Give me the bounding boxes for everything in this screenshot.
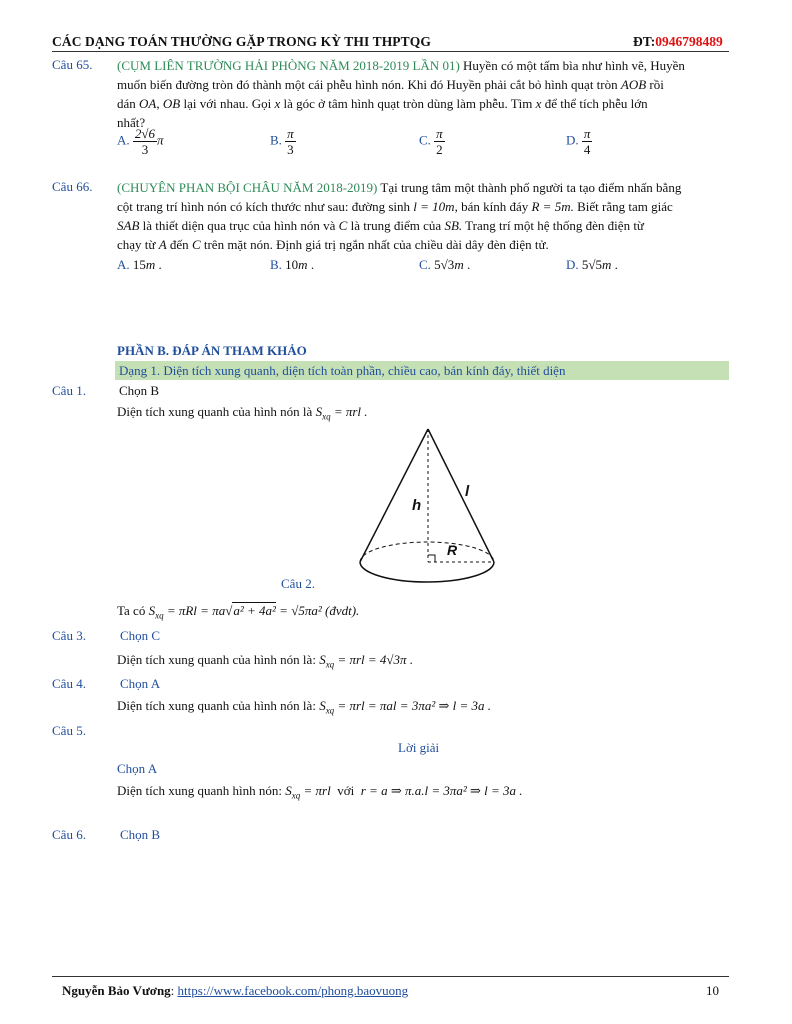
q65-ob: OB	[162, 96, 181, 111]
footer-rule	[52, 976, 729, 977]
answer-4-choice: Chọn A	[120, 676, 161, 691]
q66-sb: SB.	[444, 218, 463, 233]
answer-3-number: Câu 3.	[52, 628, 86, 643]
part-b-title: PHẦN B. ĐÁP ÁN THAM KHẢO	[117, 343, 307, 358]
footer-facebook-link[interactable]: https://www.facebook.com/phong.baovuong	[177, 983, 409, 998]
q66-line4c: trên mặt nón. Định giá trị ngắn nhất của chiều dài dây đèn điện tử.	[200, 237, 549, 252]
option-label: B.	[270, 257, 282, 272]
question-65-number: Câu 65.	[52, 57, 93, 72]
footer-author-line: Nguyễn Bảo Vương: https://www.facebook.com/phong.baovuong	[62, 983, 409, 998]
option-label: A.	[117, 257, 130, 272]
q66-c2: C	[191, 237, 201, 252]
q65-line2b: rồi	[646, 77, 664, 92]
q65-line1: Huyền có một tấm bìa như hình vẽ, Huyền	[459, 58, 685, 73]
option-label: A.	[117, 132, 130, 148]
answer-3-choice: Chọn C	[120, 628, 161, 643]
q65-line2: muốn biến đường tròn đó thành một cái phễu hình nón. Khi đó Huyền phải cắt bỏ hình quạt tròn	[117, 77, 618, 92]
q66-line3a: là thiết diện qua trục của hình nón và	[139, 218, 339, 233]
question-66-text	[117, 178, 729, 254]
q66-line4b: đến	[166, 237, 192, 252]
q65-line3e: để thể tích phễu lớn	[541, 96, 648, 111]
option-label: C.	[419, 132, 431, 148]
option-label: D.	[566, 132, 579, 148]
q66-option-d[interactable]: D. 5√5m .	[566, 257, 618, 272]
cone-base-front	[360, 562, 494, 582]
option-label: B.	[270, 132, 282, 148]
phone-label: ĐT:	[633, 34, 656, 49]
option-fraction: $\frac{\pi}{4}$	[583, 126, 591, 157]
q66-line3b: là trung điểm của	[347, 218, 445, 233]
q66-line2a: cột trang trí hình nón có kích thước như sau: đường sinh	[117, 199, 414, 214]
answer-5-text: Diện tích xung quanh hình nón: $S_{xq} = \pi rl$ với r = a ⇒ π.a.l = 3πa² ⇒ l = 3a .	[117, 783, 523, 801]
cone-figure	[352, 424, 502, 590]
question-65-source: (CỤM LIÊN TRƯỜNG HẢI PHÒNG NĂM 2018-2019 LẦN 01)	[117, 58, 460, 73]
q65-line3a: dán	[117, 96, 140, 111]
q66-line1: Tại trung tâm một thành phố người ta tạo điểm nhấn bằng	[377, 180, 682, 195]
q66-sab: SAB	[117, 218, 140, 233]
option-fraction: $\frac{\pi}{3}$	[287, 126, 294, 157]
q66-line2c: Biết rằng tam giác	[573, 199, 673, 214]
cone-label-h: h	[412, 497, 422, 514]
q66-a: A	[158, 237, 167, 252]
question-66-number: Câu 66.	[52, 179, 93, 194]
option-label: D.	[566, 257, 579, 272]
footer-author: Nguyễn Bảo Vương	[62, 983, 171, 998]
answer-1-choice: Chọn B	[119, 383, 160, 398]
header-phone	[633, 34, 723, 50]
q65-aob: AOB	[620, 77, 647, 92]
q66-c: C	[338, 218, 348, 233]
dang1-title: Dạng 1. Diện tích xung quanh, diện tích toàn phần, chiều cao, bán kính đáy, thiết diện	[119, 363, 566, 378]
q66-option-a[interactable]: A. 15m .	[117, 257, 162, 272]
q65-option-a[interactable]: A. $\frac{2√6}{3}$ π	[117, 126, 164, 157]
answer-3-text: Diện tích xung quanh của hình nón là: $S_{xq} = \pi rl = 4√3\pi$ .	[117, 652, 414, 670]
answer-5-number: Câu 5.	[52, 723, 86, 738]
phone-number: 0946798489	[655, 34, 723, 49]
cone-right-angle	[428, 555, 435, 562]
q65-x: x	[274, 96, 281, 111]
q65-option-b[interactable]	[270, 126, 296, 157]
q65-option-c[interactable]	[419, 126, 445, 157]
q65-line4: nhất?	[117, 115, 146, 130]
option-fraction: $\frac{2√6}{3}$	[134, 126, 156, 157]
q65-line3b: ,	[156, 96, 163, 111]
header-rule	[52, 51, 729, 52]
answer-6-number: Câu 6.	[52, 827, 86, 842]
option-fraction: $\frac{\pi}{2}$	[436, 126, 443, 157]
cone-base-back	[360, 542, 494, 562]
answer-2-number: Câu 2.	[281, 576, 315, 591]
q66-option-c[interactable]: C. 5√3m .	[419, 257, 471, 272]
q65-oa: OA	[139, 96, 157, 111]
q65-line3d: là góc ở tâm hình quạt tròn dùng làm phễu. Tìm	[280, 96, 536, 111]
answer-4-number: Câu 4.	[52, 676, 86, 691]
option-label: C.	[419, 257, 431, 272]
q66-line2b: bán kính đáy	[457, 199, 532, 214]
question-66-source: (CHUYÊN PHAN BỘI CHÂU NĂM 2018-2019)	[117, 180, 378, 195]
answer-2-text: Ta có $S_{xq} = \pi Rl = \pi a√a^2 + 4a^2 = √5\pi a^2$ (đvdt).	[117, 603, 360, 621]
question-65-text	[117, 56, 729, 132]
q66-r: R = 5m.	[531, 199, 574, 214]
cone-label-l: l	[465, 483, 470, 500]
answer-1-number: Câu 1.	[52, 383, 86, 398]
header-title: CÁC DẠNG TOÁN THƯỜNG GẶP TRONG KỲ THI THPTQG	[52, 34, 431, 49]
answer-5-loigiai: Lời giải	[398, 740, 440, 755]
q66-option-b[interactable]: B. 10m .	[270, 257, 315, 272]
q66-l: l = 10m,	[413, 199, 458, 214]
answer-1-text: Diện tích xung quanh của hình nón là $S_{xq} = \pi rl$ .	[117, 404, 368, 422]
q65-line3c: lại với nhau. Gọi	[180, 96, 275, 111]
q65-option-d[interactable]	[566, 126, 592, 157]
page-number: 10	[706, 983, 719, 998]
q66-line3c: Trang trí một hệ thống đèn điện từ	[462, 218, 644, 233]
q66-line4a: chạy từ	[117, 237, 159, 252]
answer-4-text: Diện tích xung quanh của hình nón là: $S_{xq} = \pi rl = \pi al = 3\pi a^2$ ⇒ l = 3a .	[117, 698, 491, 716]
answer-6-choice: Chọn B	[120, 827, 161, 842]
q65-x2: x	[535, 96, 542, 111]
answer-5-choice: Chọn A	[117, 761, 158, 776]
cone-label-r: R	[447, 542, 458, 558]
